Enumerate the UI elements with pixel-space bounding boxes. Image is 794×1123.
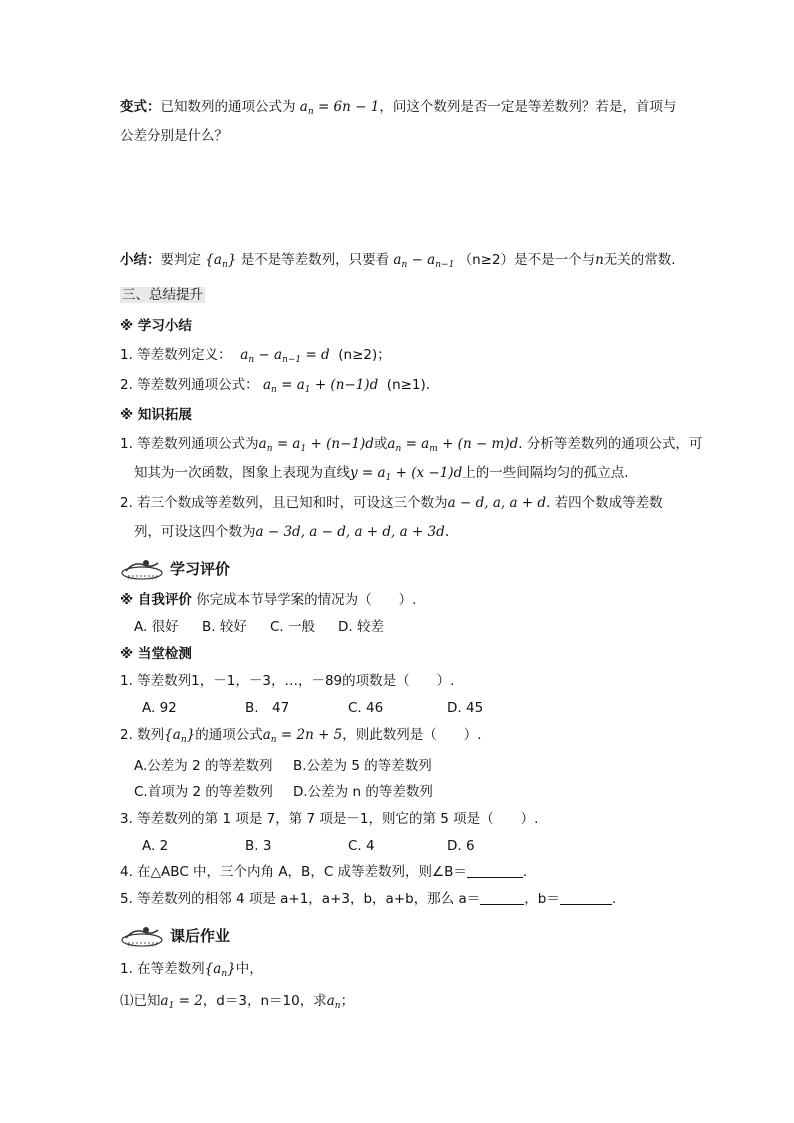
option-b: B. 较好: [202, 619, 247, 635]
option-d: D. 较差: [338, 619, 384, 635]
answer-blank[interactable]: [480, 890, 524, 905]
study-summary-item-1: 1. 等差数列定义： $a_n - a_{n-1} = d$ (n≥2)；: [120, 347, 391, 365]
homework-banner: [120, 922, 230, 948]
knowledge-item-2a: 2. 若三个数成等差数列，且已知和时，可设这三个数为a − d, a, a + d. 若四个数成等差数: [120, 495, 663, 511]
eval-banner: [120, 555, 230, 581]
variant-label: 变式：: [120, 99, 161, 115]
self-eval: ※ 自我评价 你完成本节导学案的情况为（ ）.: [120, 592, 417, 608]
knowledge-item-1b: 知其为一次函数，图象上表现为直线$y = a_1 + (x -1)d$上的一些间隔均匀的孤立点.: [134, 465, 629, 483]
book-reader-icon: [120, 922, 164, 948]
check-heading: ※ 当堂检测: [120, 646, 192, 662]
variant-line-1: 变式：已知数列的通项公式为 $a_n = 6n - 1$，问这个数列是否一定是等差数列？若是，首项与: [120, 99, 677, 117]
check-q1: 1. 等差数列1，－1，－3，…，－89的项数是（ ）.: [120, 673, 455, 689]
study-summary-item-2: 2. 等差数列通项公式： $a_n = a_1 + (n-1)d$ (n≥1).: [120, 377, 431, 395]
check-q2: 2. 数列$\{a_n\}$的通项公式$a_n = 2n + 5$，则此数列是（ ）.: [120, 727, 482, 745]
check-q3-options: A. 2 B. 3 C. 4 D. 6: [142, 838, 475, 854]
answer-blank[interactable]: [560, 890, 612, 905]
knowledge-heading: ※ 知识拓展: [120, 407, 192, 423]
section-title: 三、总结提升: [122, 287, 203, 303]
self-eval-options: [134, 617, 384, 637]
option-c: C. 一般: [270, 619, 316, 635]
homework-banner-title: 课后作业: [170, 926, 231, 945]
variant-line-2: 公差分别是什么？: [120, 128, 228, 144]
check-q4: 4. 在△ABC 中，三个内角 A，B，C 成等差数列，则∠B＝ .: [120, 864, 528, 880]
knowledge-item-2b: 列，可设这四个数为a − 3d, a − d, a + d, a + 3d.: [134, 524, 450, 540]
option-a: A. 很好: [134, 619, 179, 635]
check-q5: 5. 等差数列的相邻 4 项是 a+1，a+3，b，a+b，那么 a＝ ，b＝ .: [120, 891, 617, 907]
check-q1-options: A. 92 B. 47 C. 46 D. 45: [142, 700, 484, 716]
knowledge-item-1a: 1. 等差数列通项公式为$a_n = a_1 + (n-1)d$或$a_n = a_m + (n - m)d$. 分析等差数列的通项公式，可: [120, 436, 703, 454]
homework-q1-part1: ⑴已知$a_1 = 2$，d＝3，n＝10，求$a_n$；: [120, 993, 355, 1011]
book-reader-icon: [120, 555, 164, 581]
formula-an-6n-1: $a_n = 6n - 1$: [299, 99, 380, 117]
homework-q1: 1. 在等差数列$\{a_n\}$中，: [120, 961, 263, 979]
eval-banner-title: 学习评价: [170, 559, 231, 578]
answer-blank[interactable]: [467, 863, 523, 878]
check-q3: 3. 等差数列的第 1 项是 7，第 7 项是－1，则它的第 5 项是（ ）.: [120, 811, 539, 827]
summary-note: 小结：要判定 $\{a_n\}$ 是不是等差数列，只要看 $a_n - a_{n-1}$ （n≥2）是不是一个与n无关的常数.: [120, 252, 676, 270]
check-q2-options-row1: A.公差为 2 的等差数列 B.公差为 5 的等差数列: [134, 758, 432, 774]
check-q2-options-row2: C.首项为 2 的等差数列 D.公差为 n 的等差数列: [134, 784, 433, 800]
study-summary-heading: ※ 学习小结: [120, 318, 192, 334]
